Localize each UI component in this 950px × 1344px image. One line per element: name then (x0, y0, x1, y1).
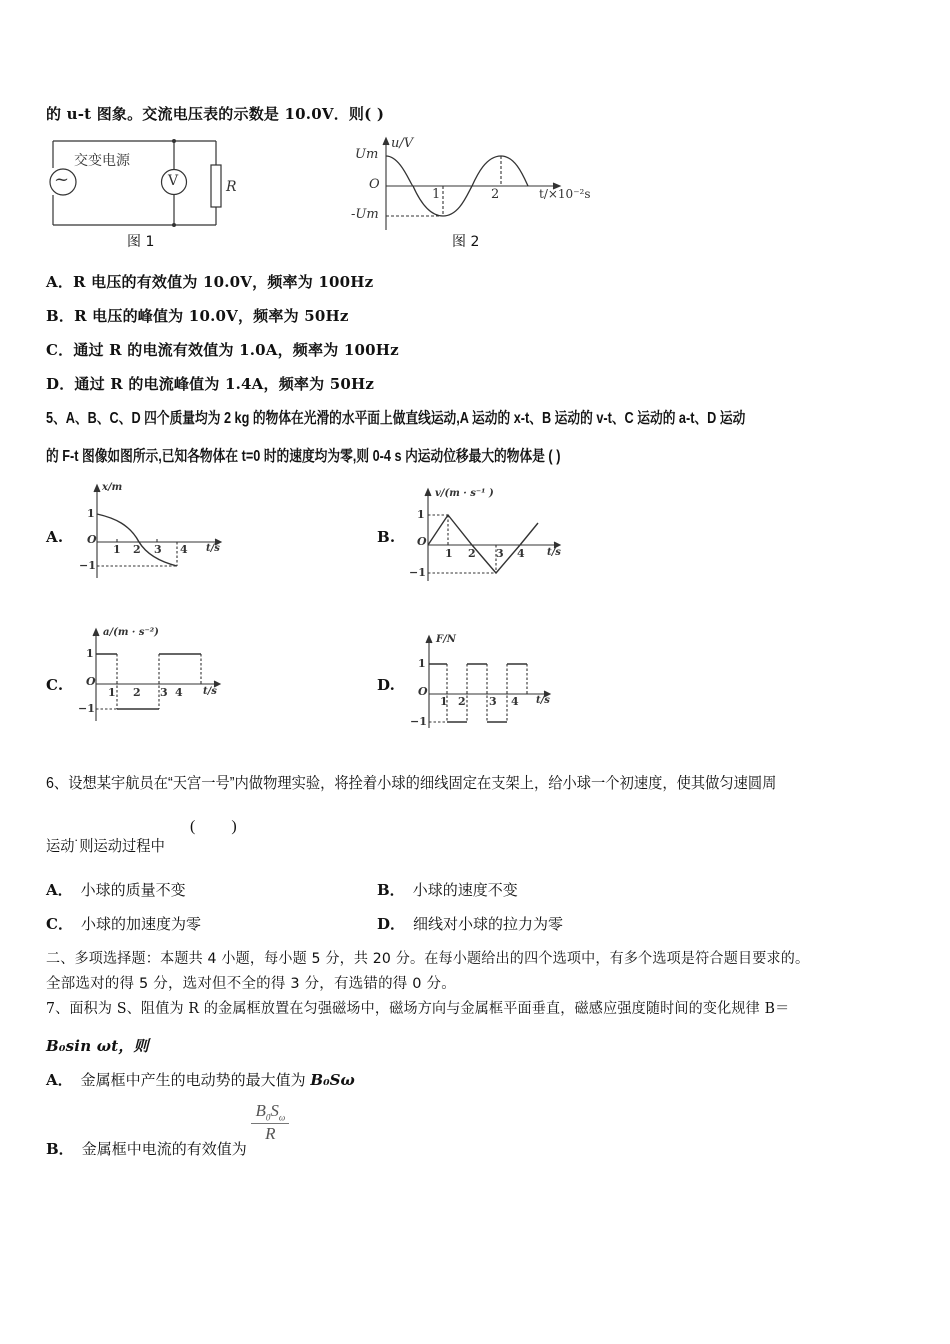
graph-d-y-tick-1: 1 (418, 657, 426, 670)
graph-c-y-tick-neg1: −1 (78, 702, 95, 715)
x-tick-2: 2 (491, 187, 500, 202)
graph-d-x-tick-2: 2 (458, 695, 466, 708)
q6-answer-blank: ( ) (190, 818, 237, 835)
graph-d-x-tick-1: 1 (440, 695, 448, 708)
q5-stem-line-2: 的 F-t 图像如图所示,已知各物体在 t=0 时的速度均为零,则 0-4 s 内运动位移最大的物体是 ( ) (46, 448, 561, 465)
q7-stem-line-2: B₀sin ωt，则 (46, 1037, 149, 1055)
q6-option-b[interactable]: B． 小球的速度不变 (377, 881, 518, 899)
q7-stem-line-1: 7、面积为 S、阻值为 R 的金属框放置在匀强磁场中，磁场方向与金属框平面垂直，磁感应强度随时间的变化规律 B＝ (46, 1001, 790, 1017)
graph-a-origin: O (87, 533, 97, 546)
q4-option-b[interactable]: B．R 电压的峰值为 10.0V，频率为 50Hz (46, 307, 349, 325)
q6-option-d[interactable]: D． 细线对小球的拉力为零 (377, 915, 564, 933)
q5-graph-a-xt[interactable] (75, 480, 235, 580)
q6-stem-line-1: 6、设想某宇航员在“天宫一号”内做物理实验，将拴着小球的细线固定在支架上，给小球一个初速度，使其做匀速圆周 (46, 775, 777, 792)
q6-stem-line-2: 运动˙则运动过程中 (46, 838, 165, 855)
graph-a-x-tick-1: 1 (113, 543, 121, 556)
graph-c-x-tick-2: 2 (133, 686, 141, 699)
q7-option-a[interactable]: A． 金属框中产生的电动势的最大值为 B₀Sω (46, 1071, 355, 1089)
x-tick-1: 1 (432, 187, 441, 202)
graph-b-x-tick-2: 2 (468, 547, 476, 560)
q5-stem-line-1: 5、A、B、C、D 四个质量均为 2 kg 的物体在光滑的水平面上做直线运动,A 运动的 x-t、B 运动的 v-t、C 运动的 a-t、D 运动 (46, 410, 746, 427)
q6-option-c[interactable]: C． 小球的加速度为零 (46, 915, 201, 933)
graph-b-origin: O (417, 535, 427, 548)
graph-a-x-tick-3: 3 (154, 543, 162, 556)
x-axis-label: t/×10⁻²s (539, 187, 591, 201)
q5-option-d-label[interactable]: D. (377, 676, 396, 694)
q5-option-b-label[interactable]: B. (377, 528, 396, 546)
q5-graph-c-at[interactable] (75, 625, 235, 725)
q4-option-a[interactable]: A．R 电压的有效值为 10.0V，频率为 100Hz (46, 273, 374, 291)
graph-b-x-tick-3: 3 (496, 547, 504, 560)
graph-b-x-tick-1: 1 (445, 547, 453, 560)
graph-a-x-tick-2: 2 (133, 543, 141, 556)
graph-c-y-label: a/(m · s⁻²) (103, 627, 159, 638)
q4-stem: 的 u-t 图象。交流电压表的示数是 10.0V．则( ) (46, 105, 385, 123)
graph-c-origin: O (86, 675, 96, 688)
graph-d-x-label: t/s (536, 695, 550, 706)
q5-option-c-label[interactable]: C. (46, 676, 64, 694)
graph-b-y-tick-neg1: −1 (409, 566, 426, 579)
graph-c-x-tick-4: 4 (175, 686, 183, 699)
q6-option-a[interactable]: A． 小球的质量不变 (46, 881, 186, 899)
q4-option-d[interactable]: D．通过 R 的电流峰值为 1.4A，频率为 50Hz (46, 375, 375, 393)
graph-c-x-tick-1: 1 (108, 686, 116, 699)
graph-d-origin: O (418, 685, 428, 698)
graph-c-x-tick-3: 3 (160, 686, 168, 699)
q5-graph-b-vt[interactable] (400, 485, 575, 585)
graph-a-y-tick-neg1: −1 (79, 559, 96, 572)
figure-1-caption: 图 1 (127, 234, 155, 250)
y-max-label: Um (355, 147, 379, 162)
q7-option-b-fraction: $\frac{B_0S_\omega}{R}$ (251, 1101, 289, 1144)
resistor-label: R (226, 179, 237, 195)
voltmeter-icon: V (168, 173, 179, 189)
graph-c-y-tick-1: 1 (86, 647, 94, 660)
figure-2-caption: 图 2 (452, 234, 480, 250)
graph-d-x-tick-4: 4 (511, 695, 519, 708)
graph-a-y-tick-1: 1 (87, 507, 95, 520)
q7-option-a-formula: B₀Sω (310, 1071, 355, 1089)
graph-b-x-tick-4: 4 (517, 547, 525, 560)
y-axis-label: u/V (391, 136, 414, 151)
graph-b-y-label: v/(m · s⁻¹ ) (435, 488, 494, 499)
q7-option-b[interactable]: B． 金属框中电流的有效值为 $\frac{B_0S_\omega}{R}$ (46, 1101, 289, 1144)
q4-figure-2-ut-graph (351, 135, 600, 235)
section-2-instructions-line-1: 二、多项选择题：本题共 4 小题，每小题 5 分，共 20 分。在每小题给出的四个选项中，有多个选项是符合题目要求的。 (46, 951, 810, 967)
graph-c-x-label: t/s (203, 686, 217, 697)
origin-label: O (369, 177, 380, 192)
graph-b-x-label: t/s (547, 547, 561, 558)
graph-a-x-label: t/s (206, 543, 220, 554)
graph-a-y-label: x/m (102, 482, 123, 493)
q5-option-a-label[interactable]: A. (46, 528, 64, 546)
graph-a-x-tick-4: 4 (180, 543, 188, 556)
q4-option-c[interactable]: C．通过 R 的电流有效值为 1.0A，频率为 100Hz (46, 341, 399, 359)
graph-d-x-tick-3: 3 (489, 695, 497, 708)
graph-d-y-tick-neg1: −1 (410, 715, 427, 728)
section-2-instructions-line-2: 全部选对的得 5 分，选对但不全的得 3 分，有选错的得 0 分。 (46, 976, 456, 992)
ac-source-icon: ~ (54, 169, 70, 190)
ac-source-label: 交变电源 (74, 153, 130, 169)
graph-d-y-label: F/N (436, 634, 456, 645)
y-min-label: -Um (351, 207, 379, 222)
graph-b-y-tick-1: 1 (417, 508, 425, 521)
q5-graph-d-ft[interactable] (400, 632, 560, 732)
